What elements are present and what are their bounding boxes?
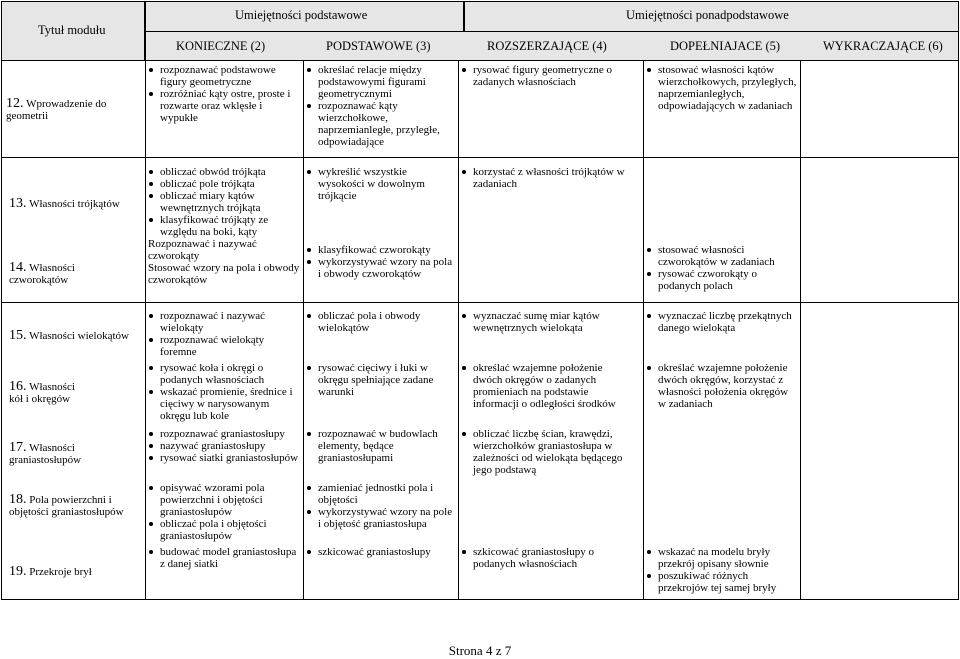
- module-19: [9, 566, 144, 578]
- grid-line: [643, 61, 644, 600]
- level-rozszerzajace: ROZSZERZAJĄCE (4): [487, 39, 607, 53]
- module-number: 15.: [9, 328, 27, 343]
- module-name: Własności wielokątów: [29, 330, 129, 342]
- cell-16-konieczne: [148, 362, 300, 422]
- page-number: Strona 4 z 7: [448, 643, 512, 658]
- module-number: 12.: [6, 96, 24, 111]
- skill-item: zamieniać jednostki pola i objętości: [306, 482, 454, 506]
- skill-item: rysować siatki graniastosłupów: [148, 452, 300, 464]
- skill-item: rysować czworokąty o podanych polach: [646, 268, 798, 292]
- skill-item: wykorzystywać wzory na pola i obwody czworokątów: [306, 256, 454, 280]
- cell-19-rozszerzajace: [461, 546, 631, 570]
- grid-line: [1, 61, 2, 600]
- skill-item: szkicować graniastosłupy o podanych własnościach: [461, 546, 631, 570]
- skill-item: szkicować graniastosłupy: [306, 546, 454, 558]
- module-name: Własności kół i okręgów: [9, 381, 75, 405]
- skill-item: rozpoznawać w budowlach elementy, będące graniastosłupami: [306, 428, 454, 464]
- module-name: Własności trójkątów: [29, 198, 120, 210]
- skill-item: klasyfikować trójkąty ze względu na boki, kąty: [148, 214, 300, 238]
- skill-item: rozpoznawać wielokąty foremne: [148, 334, 300, 358]
- skill-item: nazywać graniastosłupy: [148, 440, 300, 452]
- cell-16-rozszerzajace: [461, 362, 631, 410]
- module-14: [9, 262, 104, 286]
- module-title-header: Tytuł modułu: [38, 23, 106, 37]
- advanced-skills-header: Umiejętności ponadpodstawowe: [626, 8, 789, 22]
- module-number: 17.: [9, 440, 27, 455]
- module-number: 14.: [9, 260, 27, 275]
- cell-14-podstawowe: [306, 244, 454, 280]
- row-separator: [1, 157, 959, 158]
- cell-17-podstawowe: [306, 428, 454, 464]
- module-number: 13.: [9, 196, 27, 211]
- module-number: 18.: [9, 492, 27, 507]
- skill-item: wskazać promienie, średnice i cięciwy w narysowanym okręgu lub kole: [148, 386, 300, 422]
- skill-item: stosować własności kątów wierzchołkowych, przyległych, naprzemianległych, odpowiadających w zadaniach: [646, 64, 798, 112]
- skill-item: wykreślić wszystkie wysokości w dowolnym trójkącie: [306, 166, 454, 202]
- skill-item: wyznaczać liczbę przekątnych danego wielokąta: [646, 310, 798, 334]
- grid-line: [303, 61, 304, 600]
- skill-item: opisywać wzorami pola powierzchni i objętości graniastosłupów: [148, 482, 300, 518]
- cell-17-konieczne: [148, 428, 300, 464]
- skill-item: określać wzajemne położenie dwóch okręgów, korzystać z własności położenia okręgów w zadaniach: [646, 362, 798, 410]
- cell-14-dopelniajace: [646, 244, 798, 292]
- cell-12-rozszerzajace: [461, 64, 639, 88]
- skill-item: rozpoznawać kąty wierzchołkowe, naprzemianległe, przyległe, odpowiadające: [306, 100, 454, 148]
- grid-line: [145, 61, 146, 600]
- skill-item: obliczać pole trójkąta: [148, 178, 300, 190]
- cell-15-dopelniajace: [646, 310, 798, 334]
- cell-18-podstawowe: [306, 482, 454, 530]
- module-15: [9, 330, 144, 342]
- row-separator: [1, 599, 959, 600]
- skill-item: określać wzajemne położenie dwóch okręgów o zadanych promieniach na podstawie informacji o odległości środków: [461, 362, 631, 410]
- grid-line: [458, 61, 459, 600]
- skill-item: obliczać miary kątów wewnętrznych trójkąta: [148, 190, 300, 214]
- level-podstawowe: PODSTAWOWE (3): [326, 39, 431, 53]
- cell-13-14-konieczne: [148, 166, 300, 286]
- module-name: Przekroje brył: [29, 566, 92, 578]
- cell-19-konieczne: [148, 546, 300, 570]
- skill-item: rozpoznawać i nazywać wielokąty: [148, 310, 300, 334]
- module-12: [6, 98, 141, 122]
- skill-item: korzystać z własności trójkątów w zadaniach: [461, 166, 639, 190]
- cell-17-rozszerzajace: [461, 428, 631, 476]
- basic-skills-header: Umiejętności podstawowe: [235, 8, 368, 22]
- skill-line: Stosować wzory na pola i obwody czworokątów: [148, 262, 300, 286]
- skill-item: stosować własności czworokątów w zadaniach: [646, 244, 798, 268]
- cell-15-konieczne: [148, 310, 300, 358]
- cell-16-podstawowe: [306, 362, 454, 398]
- cell-12-dopelniajace: [646, 64, 798, 112]
- grid-line: [958, 61, 959, 600]
- skill-item: obliczać pola i objętości graniastosłupów: [148, 518, 300, 542]
- module-18: [9, 494, 129, 518]
- grid-line: [800, 61, 801, 600]
- skill-item: wykorzystywać wzory na pole i objętość graniastosłupa: [306, 506, 454, 530]
- skill-item: wyznaczać sumę miar kątów wewnętrznych wielokąta: [461, 310, 631, 334]
- cell-13-rozszerzajace: [461, 166, 639, 190]
- level-dopelniajace: DOPEŁNIAJACE (5): [670, 39, 781, 53]
- cell-19-dopelniajace: [646, 546, 798, 594]
- module-name: Własności graniastosłupów: [9, 442, 82, 466]
- cell-12-podstawowe: [306, 64, 454, 148]
- row-separator: [1, 302, 959, 303]
- skill-item: budować model graniastosłupa z danej siatki: [148, 546, 300, 570]
- module-number: 16.: [9, 379, 27, 394]
- skill-item: poszukiwać różnych przekrojów tej samej bryły: [646, 570, 798, 594]
- module-13: [9, 198, 144, 210]
- skill-item: obliczać obwód trójkąta: [148, 166, 300, 178]
- cell-15-podstawowe: [306, 310, 454, 334]
- skill-item: rozróżniać kąty ostre, proste i rozwarte oraz wklęsłe i wypukłe: [148, 88, 300, 124]
- cell-16-dopelniajace: [646, 362, 798, 410]
- skill-item: określać relacje między podstawowymi figurami geometrycznymi: [306, 64, 454, 100]
- cell-18-konieczne: [148, 482, 300, 542]
- module-17: [9, 442, 119, 466]
- cell-19-podstawowe: [306, 546, 454, 558]
- module-name: Pola powierzchni i objętości graniastosłupów: [9, 494, 124, 518]
- level-konieczne: KONIECZNE (2): [176, 39, 266, 53]
- skill-item: obliczać pola i obwody wielokątów: [306, 310, 454, 334]
- skill-item: wskazać na modelu bryły przekrój opisany słownie: [646, 546, 798, 570]
- level-wykraczajace: WYKRACZAJĄCE (6): [823, 39, 943, 53]
- module-name: Własności czworokątów: [9, 262, 75, 286]
- skill-item: rysować koła i okręgi o podanych własnościach: [148, 362, 300, 386]
- cell-13-podstawowe: [306, 166, 454, 202]
- cell-15-rozszerzajace: [461, 310, 631, 334]
- skill-item: rozpoznawać podstawowe figury geometryczne: [148, 64, 300, 88]
- skill-item: klasyfikować czworokąty: [306, 244, 454, 256]
- skill-item: obliczać liczbę ścian, krawędzi, wierzchołków graniastosłupa w zależności od wielokąta będącego jego podstawą: [461, 428, 631, 476]
- module-16: [9, 381, 87, 405]
- cell-12-konieczne: [148, 64, 300, 124]
- skill-item: rysować cięciwy i łuki w okręgu spełniające zadane warunki: [306, 362, 454, 398]
- module-number: 19.: [9, 564, 27, 579]
- skill-item: rysować figury geometryczne o zadanych własnościach: [461, 64, 639, 88]
- module-name: Wprowadzenie do geometrii: [6, 98, 107, 122]
- skill-line: Rozpoznawać i nazywać czworokąty: [148, 238, 257, 262]
- skill-item: rozpoznawać graniastosłupy: [148, 428, 300, 440]
